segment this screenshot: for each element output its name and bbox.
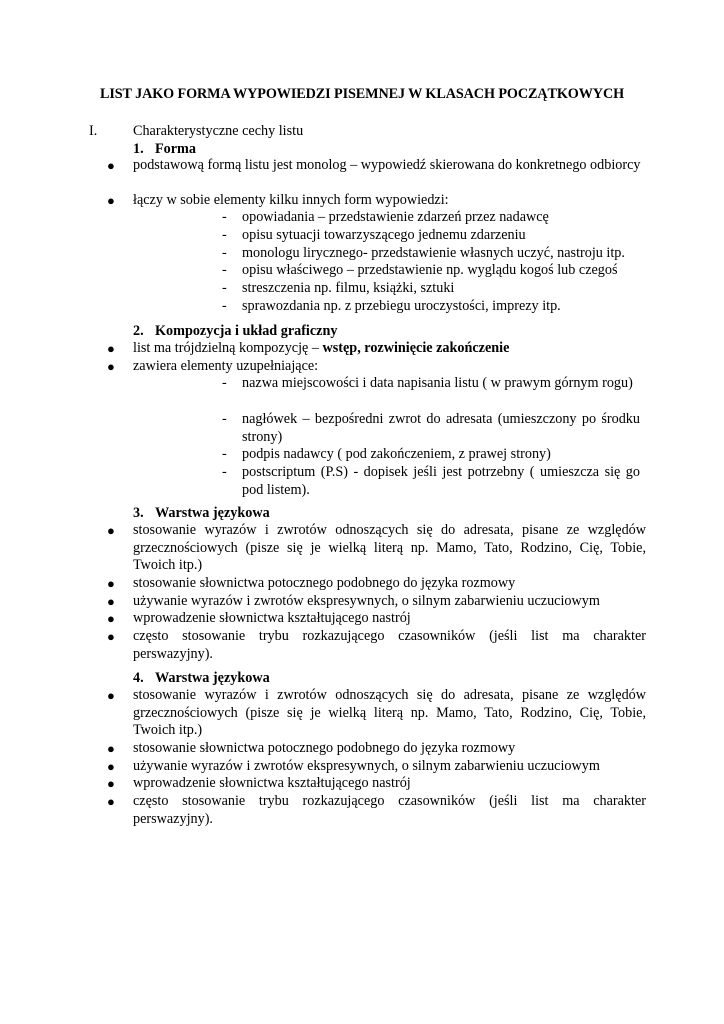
- list-item-text: używanie wyrazów i zwrotów ekspresywnych, o silnym zabarwieniu uczuciowym: [133, 758, 600, 774]
- list-item-text-plain: list ma trójdzielną kompozycję –: [133, 340, 323, 356]
- subsection-number: 4.: [133, 670, 144, 686]
- list-item-text: zawiera elementy uzupełniające:: [133, 358, 319, 374]
- subsection-heading-forma: [133, 141, 196, 159]
- dash-marker: -: [222, 411, 227, 427]
- list-item: [107, 793, 646, 829]
- dash-marker: -: [222, 262, 227, 278]
- subsection-number: 2.: [133, 323, 144, 339]
- list-item-text: stosowanie słownictwa potocznego podobnego do języka rozmowy: [133, 575, 516, 591]
- section-title: Charakterystyczne cechy listu: [133, 123, 304, 139]
- bullet-icon: ●: [107, 611, 115, 626]
- bullet-icon: ●: [107, 576, 115, 591]
- list-item-text: często stosowanie trybu rozkazującego czasowników (jeśli list ma charakter perswazyjny).: [133, 793, 646, 827]
- dash-item: [222, 464, 640, 500]
- bullet-icon: ●: [107, 759, 115, 774]
- list-item-text: łączy w sobie elementy kilku innych form wypowiedzi:: [133, 192, 449, 208]
- dash-marker: -: [222, 209, 227, 225]
- dash-marker: -: [222, 298, 227, 314]
- dash-marker: -: [222, 375, 227, 391]
- bullet-icon: ●: [107, 629, 115, 644]
- subsection-number: 3.: [133, 505, 144, 521]
- dash-item-text: opisu sytuacji towarzyszącego jednemu zdarzeniu: [242, 227, 526, 243]
- bullet-icon: ●: [107, 158, 115, 173]
- bullet-icon: ●: [107, 594, 115, 609]
- bullet-icon: ●: [107, 359, 115, 374]
- dash-item: [222, 375, 640, 411]
- list-item-text-bold: wstęp, rozwinięcie zakończenie: [322, 340, 510, 356]
- list-item-text: stosowanie wyrazów i zwrotów odnoszących się do adresata, pisane ze względów grzecznościowych (pisze się je wielką literą np. Mamo, Tato, Rodzino, Cię, Tobie, Twoich itp.): [133, 522, 646, 574]
- list-item-text: podstawową formą listu jest monolog – wypowiedź skierowana do konkretnego odbiorcy: [133, 157, 641, 173]
- dash-marker: -: [222, 446, 227, 462]
- dash-item-text: postscriptum (P.S) - dopisek jeśli jest potrzebny ( umieszcza się go pod listem).: [242, 464, 640, 498]
- list-item-text: [133, 340, 646, 358]
- list-item: [107, 628, 646, 664]
- document-title: LIST JAKO FORMA WYPOWIEDZI PISEMNEJ W KLASACH POCZĄTKOWYCH: [99, 86, 625, 102]
- bullet-icon: ●: [107, 794, 115, 809]
- dash-item-text: opisu właściwego – przedstawienie np. wyglądu kogoś lub czegoś: [242, 262, 618, 278]
- bullet-icon: ●: [107, 193, 115, 208]
- subsection-heading-warstwa-2: [133, 670, 270, 688]
- dash-item-text: sprawozdania np. z przebiegu uroczystości, imprezy itp.: [242, 298, 561, 314]
- dash-item-text: podpis nadawcy ( pod zakończeniem, z prawej strony): [242, 446, 551, 462]
- dash-marker: -: [222, 227, 227, 243]
- subsection-title: Kompozycja i układ graficzny: [155, 323, 338, 339]
- list-item-text: używanie wyrazów i zwrotów ekspresywnych, o silnym zabarwieniu uczuciowym: [133, 593, 600, 609]
- dash-item-text: nazwa miejscowości i data napisania listu ( w prawym górnym rogu): [242, 375, 633, 391]
- bullet-icon: ●: [107, 341, 115, 356]
- dash-item-text: opowiadania – przedstawienie zdarzeń przez nadawcę: [242, 209, 549, 225]
- subsection-title: Forma: [155, 141, 196, 157]
- dash-item-text: nagłówek – bezpośredni zwrot do adresata (umieszczony po środku strony): [242, 411, 640, 445]
- list-item-text: często stosowanie trybu rozkazującego czasowników (jeśli list ma charakter perswazyjny).: [133, 628, 646, 662]
- dash-marker: -: [222, 464, 227, 480]
- bullet-icon: ●: [107, 523, 115, 538]
- section-number: I.: [89, 123, 98, 139]
- subsection-heading-kompozycja: [133, 323, 337, 341]
- subsection-number: 1.: [133, 141, 144, 157]
- bullet-icon: ●: [107, 741, 115, 756]
- dash-marker: -: [222, 245, 227, 261]
- bullet-icon: ●: [107, 776, 115, 791]
- list-item-text: stosowanie słownictwa potocznego podobnego do języka rozmowy: [133, 740, 516, 756]
- bullet-icon: ●: [107, 688, 115, 703]
- dash-item-text: monologu lirycznego- przedstawienie własnych uczyć, nastroju itp.: [242, 245, 625, 261]
- dash-marker: -: [222, 280, 227, 296]
- dash-item: [222, 411, 640, 447]
- dash-item-text: streszczenia np. filmu, książki, sztuki: [242, 280, 455, 296]
- list-item-text: wprowadzenie słownictwa kształtującego nastrój: [133, 775, 411, 791]
- list-item-text: wprowadzenie słownictwa kształtującego nastrój: [133, 610, 411, 626]
- subsection-heading-warstwa: [133, 505, 270, 523]
- list-item-text: stosowanie wyrazów i zwrotów odnoszących się do adresata, pisane ze względów grzecznościowych (pisze się je wielką literą np. Mamo, Tato, Rodzino, Cię, Tobie, Twoich itp.): [133, 687, 646, 739]
- subsection-title: Warstwa językowa: [155, 505, 270, 521]
- subsection-title: Warstwa językowa: [155, 670, 270, 686]
- list-item: [107, 522, 646, 575]
- list-item: [107, 687, 646, 740]
- list-item: [107, 157, 639, 193]
